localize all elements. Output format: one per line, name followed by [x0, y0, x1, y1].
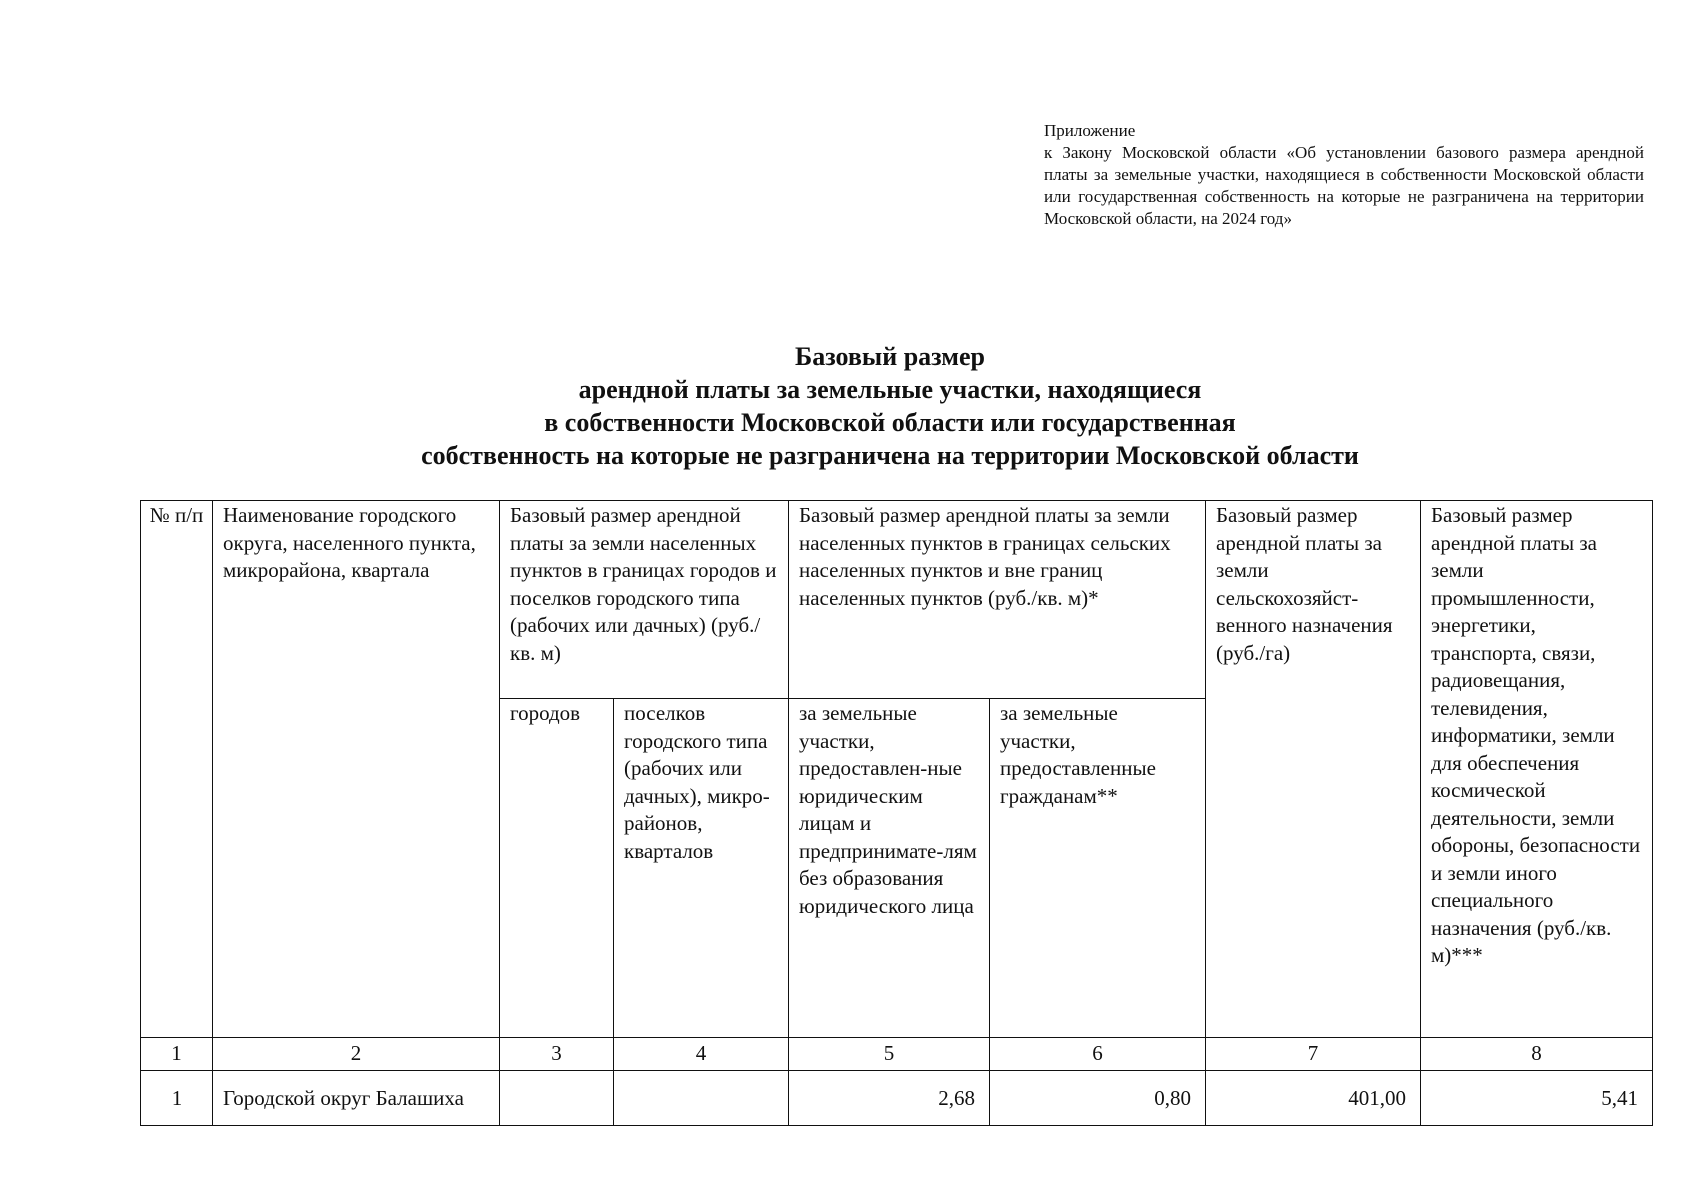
- header-number: № п/п: [141, 501, 213, 1038]
- header-urban-group: Базовый размер арендной платы за земли населенных пунктов в границах городов и поселков городского типа (рабочих или дачных) (руб./кв. м): [500, 501, 789, 699]
- column-number: 4: [614, 1038, 789, 1071]
- header-row-1: [141, 501, 1653, 699]
- row-number: 1: [141, 1071, 213, 1126]
- row-legal-entities-value: 2,68: [789, 1071, 990, 1126]
- column-number: 3: [500, 1038, 614, 1071]
- table-row: [141, 1071, 1653, 1126]
- appendix-body: к Закону Московской области «Об установлении базового размера арендной платы за земельные участки, находящиеся в собственности Московской области или государственная собственность на которые не разграничена на территории Московской области, на 2024 год»: [1044, 143, 1644, 228]
- column-number: 6: [990, 1038, 1206, 1071]
- title-line-1: Базовый размер: [795, 342, 985, 371]
- appendix-title: Приложение: [1044, 121, 1136, 140]
- header-legal-entities: за земельные участки, предоставлен-ные юридическим лицам и предпринимате-лям без образования юридического лица: [789, 699, 990, 1038]
- header-name: Наименование городского округа, населенного пункта, микрорайона, квартала: [213, 501, 500, 1038]
- column-number: 8: [1421, 1038, 1653, 1071]
- header-settlements: поселков городского типа (рабочих или дачных), микро-районов, кварталов: [614, 699, 789, 1038]
- column-number: 2: [213, 1038, 500, 1071]
- header-industrial: Базовый размер арендной платы за земли промышленности, энергетики, транспорта, связи, радиовещания, телевидения, информатики, земли для обеспечения космической деятельности, земли обороны, безопасности и земли иного специального назначения (руб./кв. м)***: [1421, 501, 1653, 1038]
- row-citizens-value: 0,80: [990, 1071, 1206, 1126]
- title-line-2: арендной платы за земельные участки, находящиеся: [578, 375, 1202, 404]
- row-cities-value: [500, 1071, 614, 1126]
- header-rural-group: Базовый размер арендной платы за земли населенных пунктов в границах сельских населенных пунктов и вне границ населенных пунктов (руб./кв. м)*: [789, 501, 1206, 699]
- appendix-note: [1044, 120, 1644, 230]
- column-number: 1: [141, 1038, 213, 1071]
- row-agricultural-value: 401,00: [1206, 1071, 1421, 1126]
- rent-table: [140, 500, 1653, 1126]
- row-name: Городской округ Балашиха: [213, 1071, 500, 1126]
- column-number: 5: [789, 1038, 990, 1071]
- column-number: 7: [1206, 1038, 1421, 1071]
- row-settlements-value: [614, 1071, 789, 1126]
- title-line-4: собственность на которые не разграничена на территории Московской области: [421, 441, 1359, 470]
- header-agricultural: Базовый размер арендной платы за земли сельскохозяйст-венного назначения (руб./га): [1206, 501, 1421, 1038]
- column-number-row: [141, 1038, 1653, 1071]
- header-citizens: за земельные участки, предоставленные гражданам**: [990, 699, 1206, 1038]
- title-line-3: в собственности Московской области или государственная: [544, 408, 1236, 437]
- header-cities: городов: [500, 699, 614, 1038]
- row-industrial-value: 5,41: [1421, 1071, 1653, 1126]
- document-title: [0, 340, 1690, 472]
